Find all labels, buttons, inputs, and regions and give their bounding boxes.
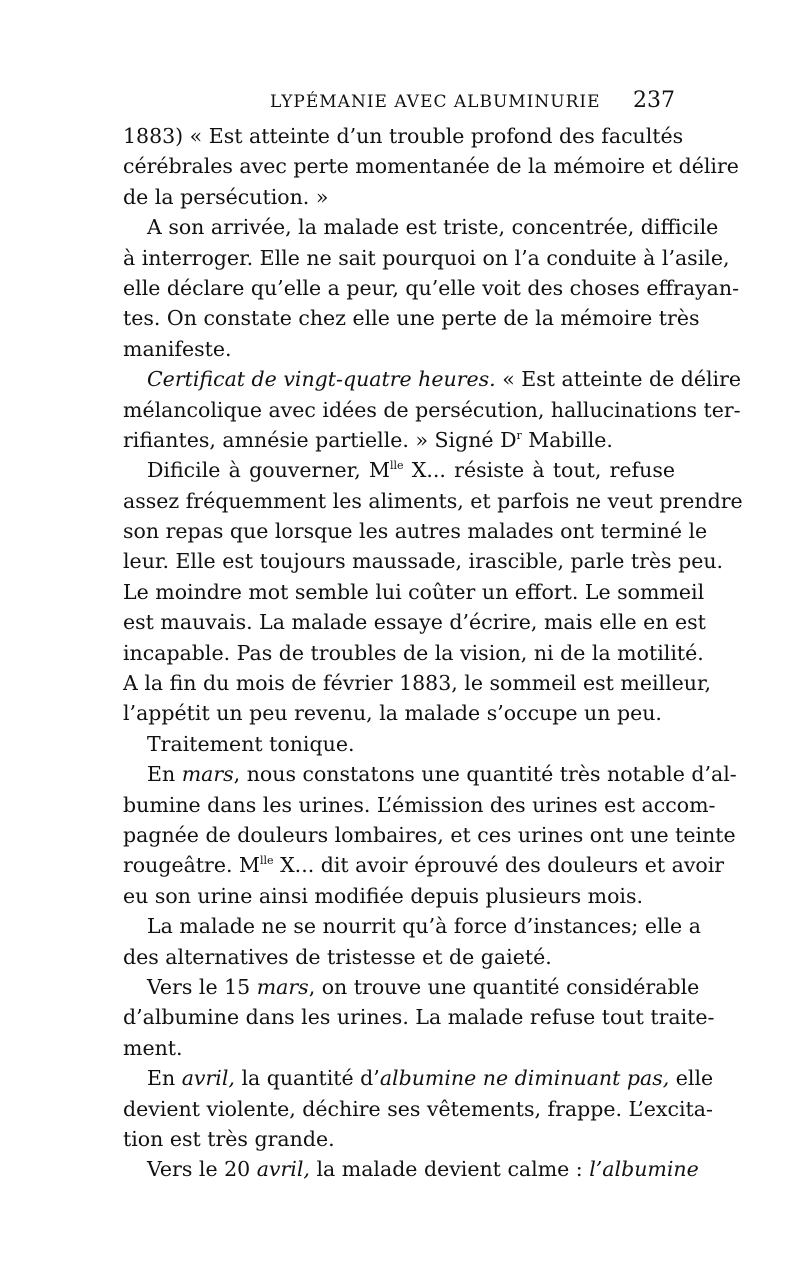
paragraph-start-line: La malade ne se nourrit qu’à force d’instances; elle a	[147, 914, 701, 939]
text-line: A la fin du mois de février 1883, le sommeil est meilleur,	[123, 671, 712, 696]
text-span: Vers le 15	[147, 974, 257, 999]
text-span: elle	[669, 1066, 714, 1091]
italic-span: l’albumine	[589, 1157, 699, 1182]
text-span: En	[147, 1066, 182, 1091]
paragraph-start-line	[123, 972, 700, 1002]
text-line: est mauvais. La malade essaye d’écrire, mais elle en est	[123, 610, 706, 635]
superscript: r	[516, 429, 522, 443]
paragraph-start-line	[123, 759, 737, 789]
text-span: , on trouve une quantité considérable	[308, 974, 700, 999]
text-line: mélancolique avec idées de persécution, hallucinations ter-	[123, 397, 741, 422]
paragraph-start-line: Traitement tonique.	[147, 731, 355, 756]
text-span: X... résiste à tout, refuse	[403, 458, 675, 483]
italic-heading: Certificat de vingt-quatre heures.	[147, 367, 496, 392]
paragraph-start-line: A son arrivée, la malade est triste, concentrée, difficile	[147, 215, 719, 240]
text-line: leur. Elle est toujours maussade, irascible, parle très peu.	[123, 549, 724, 574]
text-span: « Est atteinte de délire	[495, 367, 742, 392]
italic-span: avril,	[181, 1066, 235, 1091]
italic-span: mars	[256, 974, 309, 999]
text-span: Vers le 20	[147, 1157, 257, 1182]
text-line: des alternatives de tristesse et de gaieté.	[123, 944, 552, 969]
text-span: Dificile à gouverner, M	[147, 458, 390, 483]
text-line: manifeste.	[123, 336, 232, 361]
text-line: cérébrales avec perte momentanée de la mémoire et délire	[123, 154, 739, 179]
text-line: de la persécution. »	[123, 184, 329, 209]
text-line: pagnée de douleurs lombaires, et ces urines ont une teinte	[123, 822, 736, 847]
paragraph-start-line	[123, 364, 742, 394]
italic-span: avril,	[256, 1157, 310, 1182]
paragraph-start-line	[123, 455, 675, 485]
text-line: Le moindre mot semble lui coûter un effort. Le sommeil	[123, 579, 705, 604]
page-number: 237	[633, 88, 675, 113]
text-line	[123, 425, 675, 455]
text-span: X... dit avoir éprouvé des douleurs et avoir	[273, 853, 725, 878]
text-line: assez fréquemment les aliments, et parfois ne veut prendre	[123, 488, 743, 513]
text-span: , nous constatons une quantité très notable d’al-	[233, 762, 737, 787]
text-line: tion est très grande.	[123, 1126, 335, 1151]
italic-span: albumine ne diminuant pas,	[379, 1066, 670, 1091]
paragraph-start-line	[123, 1154, 699, 1184]
text-span: rifiantes, amnésie partielle. » Signé D	[123, 427, 517, 452]
text-line: tes. On constate chez elle une perte de la mémoire très	[123, 306, 700, 331]
text-line: d’albumine dans les urines. La malade refuse tout traite-	[123, 1005, 715, 1030]
text-line	[123, 850, 725, 880]
text-line: ment.	[123, 1035, 183, 1060]
text-span: rougeâtre. M	[123, 853, 261, 878]
italic-span: mars	[181, 762, 234, 787]
text-line: 1883) « Est atteinte d’un trouble profond des facultés	[123, 124, 684, 148]
superscript: lle	[260, 854, 274, 868]
text-line: incapable. Pas de troubles de la vision, ni de la motilité.	[123, 640, 704, 665]
text-line: à interroger. Elle ne sait pourquoi on l’a conduite à l’asile,	[123, 245, 730, 270]
text-span: Mabille.	[521, 427, 613, 452]
text-line: l’appétit un peu revenu, la malade s’occupe un peu.	[123, 701, 662, 726]
text-line: elle déclare qu’elle a peur, qu’elle voit des choses effrayan-	[123, 275, 739, 300]
running-head: LYPÉMANIE AVEC ALBUMINURIE	[270, 92, 601, 112]
text-line: devient violente, déchire ses vêtements, frappe. L’excita-	[123, 1096, 713, 1121]
text-span: la quantité d’	[234, 1066, 380, 1091]
superscript: lle	[389, 459, 404, 473]
body-text	[123, 121, 743, 1185]
text-line: son repas que lorsque les autres malades ont terminé le	[123, 519, 708, 544]
text-line: bumine dans les urines. L’émission des urines est accom-	[123, 792, 716, 817]
text-span: la malade devient calme :	[309, 1157, 590, 1182]
text-line: eu son urine ainsi modifiée depuis plusieurs mois.	[123, 883, 644, 908]
paragraph-start-line	[123, 1063, 714, 1093]
page-header	[120, 88, 675, 118]
text-span: En	[147, 762, 182, 787]
